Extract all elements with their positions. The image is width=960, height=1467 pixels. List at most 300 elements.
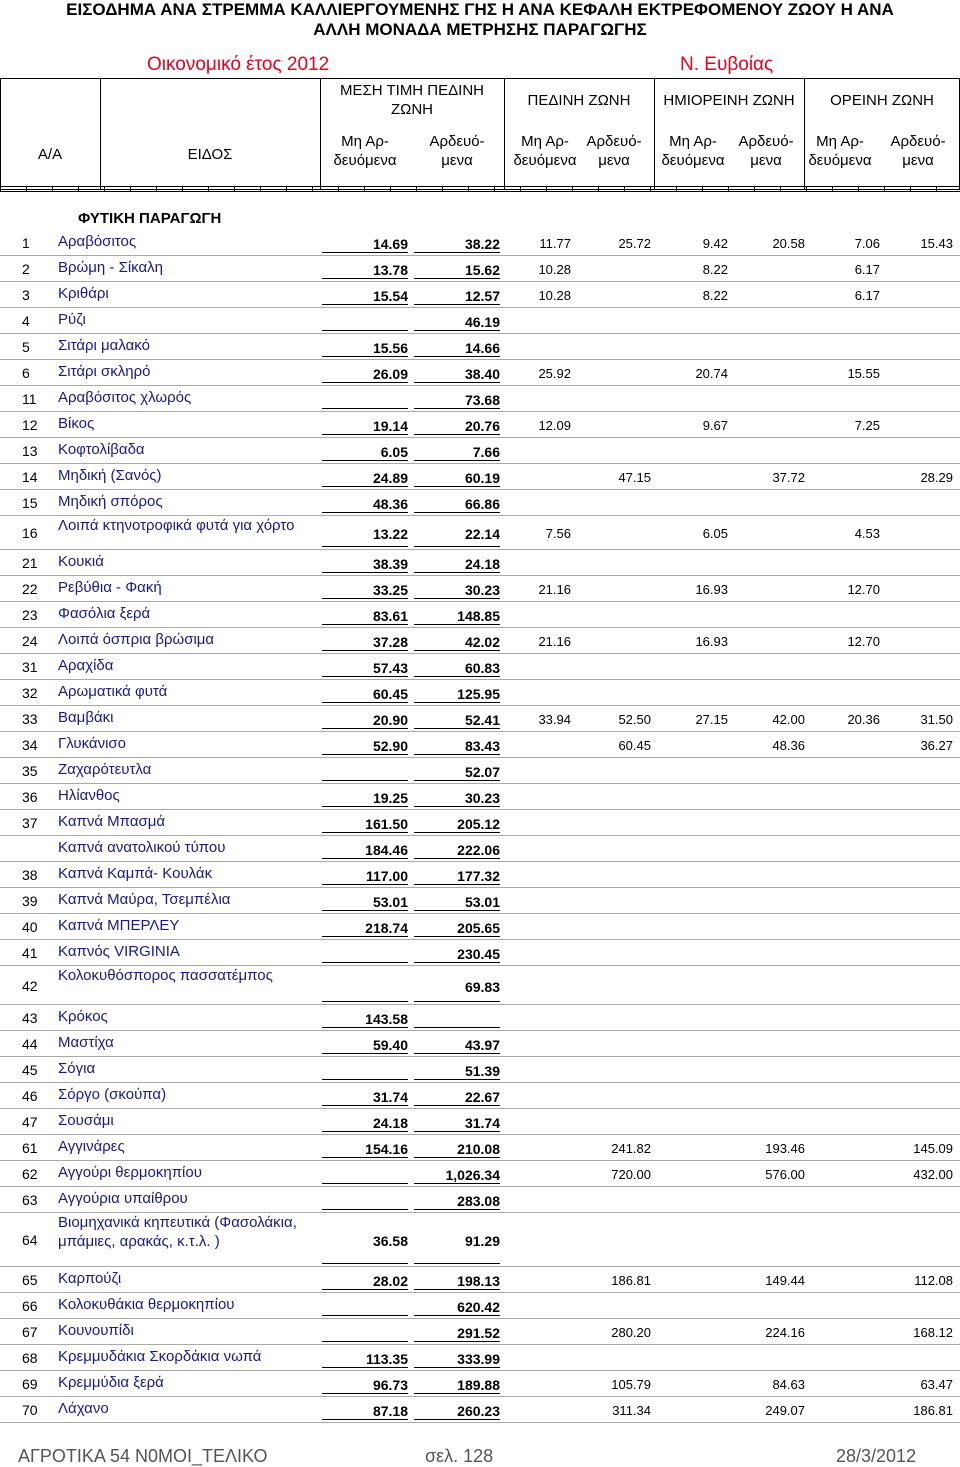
cell-p1: 11.77	[539, 236, 571, 251]
cell-o1: 20.36	[847, 712, 880, 727]
cell-s1: 16.93	[695, 582, 728, 597]
row-item-name: Κριθάρι	[58, 285, 109, 302]
value-underline	[322, 1157, 408, 1158]
value-underline	[414, 546, 500, 547]
cell-m2: 125.95	[457, 686, 500, 702]
table-row	[0, 1057, 960, 1083]
table-row	[0, 1031, 960, 1057]
value-underline	[322, 1079, 408, 1080]
row-item-name: Αρωματικά φυτά	[58, 683, 168, 700]
cell-o2: 36.27	[920, 738, 953, 753]
header-plain-zone: ΠΕΔΙΝΗ ΖΩΝΗ	[527, 92, 631, 109]
value-underline	[414, 702, 500, 703]
cell-o1: 6.17	[854, 262, 880, 277]
cell-o2: 168.12	[913, 1325, 953, 1340]
value-underline	[414, 1289, 500, 1290]
cell-p1: 25.92	[538, 366, 571, 381]
value-underline	[414, 1001, 500, 1002]
table-row	[0, 1161, 960, 1187]
cell-o2: 432.00	[913, 1167, 953, 1182]
table-row	[0, 628, 960, 654]
cell-m1: 19.14	[372, 418, 408, 434]
row-divider	[0, 1422, 960, 1423]
cell-p1: 10.28	[538, 288, 571, 303]
table-row	[0, 464, 960, 490]
row-item-name: Σουσάμι	[58, 1112, 114, 1129]
cell-o2: 145.09	[913, 1141, 953, 1156]
header-irrigated: Αρδευό-	[890, 133, 946, 150]
cell-m2: 620.42	[457, 1299, 500, 1315]
cell-m2: 31.74	[464, 1115, 500, 1131]
row-number: 1	[22, 235, 30, 251]
cell-m2: 38.40	[464, 366, 500, 382]
cell-s1: 20.74	[695, 366, 728, 381]
row-number: 3	[22, 287, 30, 303]
cell-m2: 12.57	[464, 288, 500, 304]
value-underline	[322, 330, 408, 331]
row-number: 47	[22, 1114, 38, 1130]
cell-s1: 9.67	[702, 418, 728, 433]
row-number: 44	[22, 1036, 38, 1052]
cell-m2: 283.08	[457, 1193, 500, 1209]
table-row	[0, 1267, 960, 1293]
cell-m1: 161.50	[365, 816, 408, 832]
table-row	[0, 706, 960, 732]
cell-m1: 57.43	[372, 660, 408, 676]
value-underline	[414, 1157, 500, 1158]
row-number: 45	[22, 1062, 38, 1078]
cell-m2: 22.14	[464, 526, 500, 542]
header-mean-line1: ΜΕΣΗ ΤΙΜΗ ΠΕΔΙΝΗ	[339, 82, 485, 99]
header-non-irrigated: δευόμενα	[333, 152, 397, 169]
row-number: 33	[22, 711, 38, 727]
row-number: 35	[22, 763, 38, 779]
row-number: 23	[22, 607, 38, 623]
row-item-name: Κουκιά	[58, 553, 104, 570]
cell-s2: 576.00	[765, 1167, 805, 1182]
cell-p1: 21.16	[538, 634, 571, 649]
row-number: 15	[22, 495, 38, 511]
cell-s2: 149.44	[765, 1273, 805, 1288]
row-item-name: Κολοκυθόσπορος πασσατέμπος	[58, 967, 273, 984]
cell-m2: 177.32	[457, 868, 500, 884]
value-underline	[322, 858, 408, 859]
header-non-irrigated: Μη Αρ-	[521, 133, 569, 150]
header-mean-line2: ΖΩΝΗ	[390, 101, 434, 118]
value-underline	[414, 936, 500, 937]
cell-m2: 91.29	[464, 1233, 500, 1249]
cell-s1: 6.05	[702, 526, 728, 541]
row-item-name: Καπνός VIRGINIA	[58, 943, 180, 960]
row-number: 34	[22, 737, 38, 753]
cell-m2: 60.19	[464, 470, 500, 486]
row-item-name: Φασόλια ξερά	[58, 605, 151, 622]
value-underline	[322, 884, 408, 885]
table-row	[0, 1371, 960, 1397]
cell-p1: 7.56	[545, 526, 571, 541]
value-underline	[414, 1079, 500, 1080]
table-row	[0, 758, 960, 784]
table-row	[0, 810, 960, 836]
value-underline	[414, 624, 500, 625]
cell-m2: 15.62	[464, 262, 500, 278]
row-number: 36	[22, 789, 38, 805]
table-row	[0, 1345, 960, 1371]
value-underline	[414, 598, 500, 599]
section-title: ΦΥΤΙΚΗ ΠΑΡΑΓΩΓΗ	[78, 210, 222, 227]
value-underline	[322, 460, 408, 461]
cell-o1: 7.06	[854, 236, 880, 251]
value-underline	[322, 1183, 408, 1184]
table-row	[0, 784, 960, 810]
cell-p2: 105.79	[611, 1377, 651, 1392]
value-underline	[322, 650, 408, 651]
cell-s2: 84.63	[772, 1377, 805, 1392]
table-row	[0, 1005, 960, 1031]
cell-s1: 8.22	[702, 288, 728, 303]
cell-m1: 60.45	[372, 686, 408, 702]
row-item-name: Κοφτολίβαδα	[58, 441, 145, 458]
cell-s2: 193.46	[765, 1141, 805, 1156]
row-item-name: Αραχίδα	[58, 657, 114, 674]
cell-p2: 47.15	[618, 470, 651, 485]
table-row	[0, 360, 960, 386]
cell-p1: 21.16	[538, 582, 571, 597]
cell-p2: 280.20	[611, 1325, 651, 1340]
cell-m1: 48.36	[372, 496, 408, 512]
cell-m2: 22.67	[464, 1089, 500, 1105]
table-row	[0, 282, 960, 308]
header-mountain-zone: ΟΡΕΙΝΗ ΖΩΝΗ	[830, 92, 934, 109]
cell-m1: 33.25	[372, 582, 408, 598]
table-row	[0, 680, 960, 706]
row-number: 22	[22, 581, 38, 597]
header-non-irrigated: Μη Αρ-	[816, 133, 864, 150]
cell-p1: 12.09	[538, 418, 571, 433]
value-underline	[414, 858, 500, 859]
value-underline	[322, 1105, 408, 1106]
header-irrigated: μενα	[598, 152, 630, 169]
value-underline	[322, 1367, 408, 1368]
row-number: 69	[22, 1376, 38, 1392]
cell-m1: 143.58	[365, 1011, 408, 1027]
value-underline	[322, 1027, 408, 1028]
row-number: 37	[22, 815, 38, 831]
header-non-irrigated: δευόμενα	[513, 152, 577, 169]
row-item-name: Ρύζι	[58, 311, 86, 328]
row-item-name: Ζαχαρότευτλα	[58, 761, 152, 778]
cell-o2: 28.29	[920, 470, 953, 485]
row-number: 5	[22, 339, 30, 355]
header-irrigated: Αρδευό-	[586, 133, 642, 150]
cell-s2: 48.36	[772, 738, 805, 753]
table-row	[0, 862, 960, 888]
value-underline	[322, 1001, 408, 1002]
value-underline	[414, 434, 500, 435]
row-number: 40	[22, 919, 38, 935]
cell-m2: 66.86	[464, 496, 500, 512]
row-number: 12	[22, 417, 38, 433]
value-underline	[414, 962, 500, 963]
row-number: 43	[22, 1010, 38, 1026]
table-row	[0, 516, 960, 550]
row-item-name: Καπνά ανατολικού τύπου	[58, 839, 226, 856]
value-underline	[322, 356, 408, 357]
footer-page: σελ. 128	[425, 1446, 494, 1466]
value-underline	[322, 1289, 408, 1290]
value-underline	[322, 382, 408, 383]
header-aa: Α/Α	[37, 146, 63, 163]
row-number: 64	[22, 1232, 38, 1248]
row-number: 24	[22, 633, 38, 649]
value-underline	[414, 1027, 500, 1028]
header-divider	[100, 78, 101, 190]
cell-m2: 46.19	[464, 314, 500, 330]
value-underline	[414, 1341, 500, 1342]
value-underline	[322, 910, 408, 911]
cell-m2: 24.18	[464, 556, 500, 572]
value-underline	[414, 304, 500, 305]
value-underline	[322, 624, 408, 625]
dashed-separator	[0, 186, 960, 192]
row-item-name: Κρεμμύδια ξερά	[58, 1374, 164, 1391]
cell-m1: 15.54	[372, 288, 408, 304]
header-non-irrigated: δευόμενα	[661, 152, 725, 169]
cell-m2: 210.08	[457, 1141, 500, 1157]
cell-s2: 249.07	[765, 1403, 805, 1418]
table-row	[0, 438, 960, 464]
table-row	[0, 1213, 960, 1267]
table-row	[0, 1187, 960, 1213]
row-item-name: Αγγινάρες	[58, 1138, 125, 1155]
cell-p1: 10.28	[538, 262, 571, 277]
table-row	[0, 1397, 960, 1423]
row-number: 67	[22, 1324, 38, 1340]
value-underline	[414, 356, 500, 357]
value-underline	[414, 728, 500, 729]
value-underline	[322, 434, 408, 435]
row-item-name: Μηδική (Σανός)	[58, 467, 162, 484]
value-underline	[414, 512, 500, 513]
table-row	[0, 308, 960, 334]
value-underline	[322, 512, 408, 513]
cell-m2: 83.43	[464, 738, 500, 754]
cell-m2: 53.01	[464, 894, 500, 910]
table-row	[0, 966, 960, 1005]
cell-o1: 7.25	[854, 418, 880, 433]
value-underline	[414, 1209, 500, 1210]
cell-m2: 73.68	[464, 392, 500, 408]
cell-m1: 31.74	[372, 1089, 408, 1105]
value-underline	[414, 780, 500, 781]
row-item-name: Γλυκάνισο	[58, 735, 127, 752]
table-row	[0, 836, 960, 862]
value-underline	[322, 486, 408, 487]
cell-m1: 26.09	[372, 366, 408, 382]
cell-m2: 30.23	[464, 790, 500, 806]
value-underline	[322, 702, 408, 703]
cell-o2: 186.81	[913, 1403, 953, 1418]
value-underline	[414, 754, 500, 755]
cell-s1: 27.15	[695, 712, 728, 727]
table-row	[0, 334, 960, 360]
cell-p2: 52.50	[618, 712, 651, 727]
row-number: 42	[22, 977, 38, 994]
cell-m1: 37.28	[372, 634, 408, 650]
cell-m2: 7.66	[472, 444, 500, 460]
row-item-name: Σόργο (σκούπα)	[58, 1086, 167, 1103]
cell-m1: 13.78	[372, 262, 408, 278]
cell-m2: 42.02	[464, 634, 500, 650]
cell-p2: 60.45	[618, 738, 651, 753]
value-underline	[414, 408, 500, 409]
row-item-name: Βίκος	[58, 415, 95, 432]
value-underline	[322, 962, 408, 963]
value-underline	[414, 1393, 500, 1394]
cell-m1: 19.25	[372, 790, 408, 806]
cell-s2: 37.72	[772, 470, 805, 485]
cell-m1: 83.61	[372, 608, 408, 624]
cell-m2: 1,026.34	[445, 1167, 500, 1183]
cell-m1: 36.58	[372, 1233, 408, 1249]
value-underline	[414, 1183, 500, 1184]
cell-m1: 87.18	[372, 1403, 408, 1419]
value-underline	[322, 728, 408, 729]
cell-o2: 63.47	[920, 1377, 953, 1392]
row-item-name: Καπνά Καμπά- Κουλάκ	[58, 865, 213, 882]
table-row	[0, 914, 960, 940]
row-number: 66	[22, 1298, 38, 1314]
cell-m1: 218.74	[365, 920, 408, 936]
row-number: 39	[22, 893, 38, 909]
row-item-name: Σόγια	[58, 1060, 96, 1077]
value-underline	[322, 546, 408, 547]
value-underline	[414, 1263, 500, 1264]
row-item-name: Αγγούρι θερμοκηπίου	[58, 1164, 202, 1181]
row-item-name: Ηλίανθος	[58, 787, 120, 804]
value-underline	[322, 304, 408, 305]
header-non-irrigated: Μη Αρ-	[669, 133, 717, 150]
row-number: 41	[22, 945, 38, 961]
cell-m1: 154.16	[365, 1141, 408, 1157]
cell-m2: 205.65	[457, 920, 500, 936]
cell-m1: 20.90	[372, 712, 408, 728]
row-number: 4	[22, 313, 30, 329]
table-row	[0, 1109, 960, 1135]
cell-m1: 59.40	[372, 1037, 408, 1053]
cell-p2: 241.82	[611, 1141, 651, 1156]
value-underline	[414, 650, 500, 651]
cell-m2: 51.39	[464, 1063, 500, 1079]
row-number: 46	[22, 1088, 38, 1104]
row-number: 32	[22, 685, 38, 701]
value-underline	[414, 572, 500, 573]
cell-m2: 52.07	[464, 764, 500, 780]
cell-s2: 224.16	[765, 1325, 805, 1340]
row-item-name: Σιτάρι σκληρό	[58, 363, 151, 380]
value-underline	[322, 1263, 408, 1264]
row-number: 38	[22, 867, 38, 883]
value-underline	[322, 278, 408, 279]
value-underline	[414, 676, 500, 677]
row-number: 14	[22, 469, 38, 485]
row-item-name: Μηδική σπόρος	[58, 493, 163, 510]
row-item-name: Λάχανο	[58, 1400, 109, 1417]
row-item-name: Ρεβύθια - Φακή	[58, 579, 162, 596]
value-underline	[414, 1131, 500, 1132]
cell-m2: 30.23	[464, 582, 500, 598]
row-number: 68	[22, 1350, 38, 1366]
cell-m2: 38.22	[464, 236, 500, 252]
table-row	[0, 940, 960, 966]
footer-filename: ΑΓΡΟΤΙΚΑ 54 Ν0ΜΟΙ_ΤΕΛΙΚΟ	[18, 1446, 268, 1466]
table-row	[0, 386, 960, 412]
cell-m2: 189.88	[457, 1377, 500, 1393]
cell-m2: 20.76	[464, 418, 500, 434]
row-item-name: Σιτάρι μαλακό	[58, 337, 150, 354]
cell-o1: 15.55	[847, 366, 880, 381]
value-underline	[414, 382, 500, 383]
row-item-name: Λοιπά όσπρια βρώσιμα	[58, 631, 215, 648]
cell-m2: 333.99	[457, 1351, 500, 1367]
cell-m1: 117.00	[365, 868, 408, 884]
cell-s1: 8.22	[702, 262, 728, 277]
value-underline	[322, 1419, 408, 1420]
value-underline	[322, 1209, 408, 1210]
table-row	[0, 602, 960, 628]
table-row	[0, 230, 960, 256]
page-title-line1: ΕΙΣΟΔΗΜΑ ΑΝΑ ΣΤΡΕΜΜΑ ΚΑΛΛΙΕΡΓΟΥΜΕΝΗΣ ΓΗΣ Η ΑΝΑ ΚΕΦΑΛΗ ΕΚΤΡΕΦΟΜΕΝΟΥ ΖΩΟΥ Η ΑΝΑ	[66, 0, 894, 19]
row-number: 65	[22, 1272, 38, 1288]
cell-o2: 15.43	[920, 236, 953, 251]
row-item-name: Βαμβάκι	[58, 709, 114, 726]
table-row	[0, 1083, 960, 1109]
table-row	[0, 732, 960, 758]
value-underline	[414, 1419, 500, 1420]
header-irrigated: μενα	[902, 152, 934, 169]
row-number: 11	[22, 391, 37, 407]
table-row	[0, 654, 960, 680]
header-irrigated: μενα	[750, 152, 782, 169]
cell-m1: 52.90	[372, 738, 408, 754]
cell-m2: 198.13	[457, 1273, 500, 1289]
value-underline	[414, 1315, 500, 1316]
row-item-name: Κρόκος	[58, 1008, 108, 1025]
table-row	[0, 550, 960, 576]
cell-m1: 184.46	[365, 842, 408, 858]
value-underline	[414, 1105, 500, 1106]
row-item-name: Λοιπά κτηνοτροφικά φυτά για χόρτο	[58, 517, 295, 534]
cell-m2: 52.41	[464, 712, 500, 728]
table-row	[0, 888, 960, 914]
value-underline	[322, 1341, 408, 1342]
cell-m1: 15.56	[372, 340, 408, 356]
cell-m1: 24.18	[372, 1115, 408, 1131]
cell-s2: 42.00	[772, 712, 805, 727]
header-item: ΕΙΔΟΣ	[187, 146, 233, 163]
cell-m2: 291.52	[457, 1325, 500, 1341]
value-underline	[414, 806, 500, 807]
fiscal-year: Οικονομικό έτος 2012	[147, 54, 330, 75]
cell-m2: 205.12	[457, 816, 500, 832]
cell-m1: 38.39	[372, 556, 408, 572]
row-item-name: Αραβόσιτος	[58, 233, 137, 250]
value-underline	[322, 936, 408, 937]
cell-m2: 60.83	[464, 660, 500, 676]
page-title-line2: ΑΛΛΗ ΜΟΝΑΔΑ ΜΕΤΡΗΣΗΣ ΠΑΡΑΓΩΓΗΣ	[313, 20, 647, 39]
value-underline	[322, 676, 408, 677]
row-number: 70	[22, 1402, 38, 1418]
